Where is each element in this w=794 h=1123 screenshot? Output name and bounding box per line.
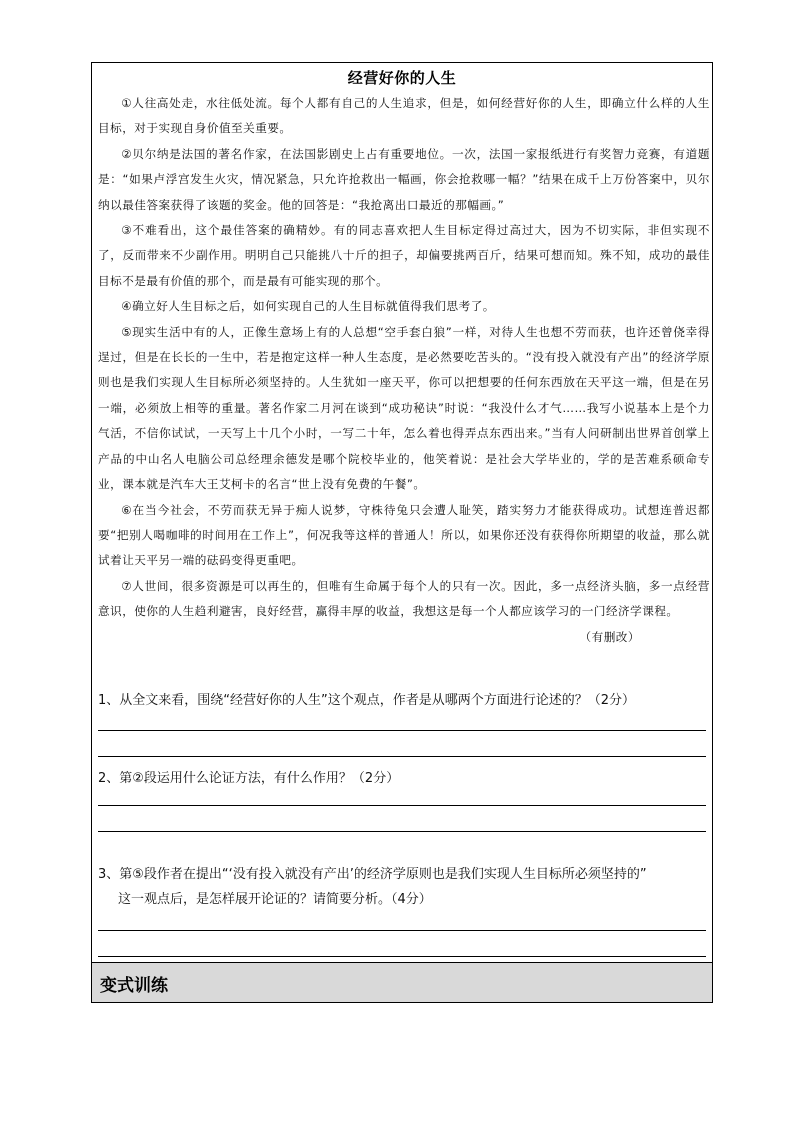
article-body bbox=[98, 91, 710, 650]
paragraph-2: ②贝尔纳是法国的著名作家，在法国影剧史上占有重要地位。一次，法国一家报纸进行有奖智力竞赛，有道题是：“如果卢浮宫发生火灾，情况紧急，只允许抢救出一幅画，你会抢救哪一幅？”结果在成千上万份答案中，贝尔纳以最佳答案获得了该题的奖金。他的回答是：“我抢离出口最近的那幅画。” bbox=[98, 146, 710, 212]
paragraph-7 bbox=[98, 574, 710, 644]
source-note: （有删改） bbox=[579, 629, 640, 644]
answer-line[interactable] bbox=[98, 730, 706, 731]
paragraph-6: ⑥在当今社会，不劳而获无异于痴人说梦，守株待兔只会遭人耻笑，踏实努力才能获得成功。试想连普迟都要“把别人喝咖啡的时间用在工作上”，何况我等这样的普通人！所以，如果你还没有获得你所期望的收益，那么就试着让天平另一端的砝码变得更重吧。 bbox=[98, 502, 710, 568]
question-3-line-1: 3、第⑤段作者在提出“‘没有投入就没有产出’的经济学原则也是我们实现人生目标所必须坚持的” bbox=[98, 867, 647, 882]
article-title: 经营好你的人生 bbox=[347, 69, 457, 87]
answer-line[interactable] bbox=[98, 956, 706, 957]
paragraph-7-text: ⑦人世间，很多资源是可以再生的，但唯有生命属于每个人的只有一次。因此，多一点经济头脑，多一点经营意识，使你的人生趋利避害，良好经营，赢得丰厚的收益，我想这是每一个人都应该学习的一门经济学课程。 bbox=[98, 578, 710, 619]
answer-line[interactable] bbox=[98, 805, 706, 806]
question-1: 1、从全文来看，围绕“经营好你的人生”这个观点，作者是从哪两个方面进行论述的？（2分） bbox=[98, 693, 636, 708]
variant-training-header bbox=[92, 962, 712, 1002]
answer-line[interactable] bbox=[98, 831, 706, 832]
question-3 bbox=[98, 863, 647, 907]
paragraph-5: ⑤现实生活中有的人，正像生意场上有的人总想“空手套白狼”一样，对待人生也想不劳而获，也许还曾侥幸得逞过，但是在长长的一生中，若是抱定这样一种人生态度，是必然要吃苦头的。“没有投入就没有产出”的经济学原则也是我们实现人生目标所必须坚持的。人生犹如一座天平，你可以把想要的任何东西放在天平这一端，但是在另一端，必须放上相等的重量。著名作家二月河在谈到“成功秘诀”时说：“我没什么才气……我写小说基本上是个力气活，不信你试试，一天写上十几个小时，一写二十年，怎么着也得弄点东西出来。”当有人问研制出世界首创掌上产品的中山名人电脑公司总经理余德发是哪个院校毕业的，他笑着说：是社会大学毕业的，学的是苦难系硕命专业，课本就是汽车大王艾柯卡的名言“世上没有免费的午餐”。 bbox=[98, 324, 710, 492]
variant-training-title: 变式训练 bbox=[100, 976, 168, 996]
paragraph-3: ③不难看出，这个最佳答案的确精妙。有的同志喜欢把人生目标定得过高过大，因为不切实际，非但实现不了，反而带来不少副作用。明明自己只能挑八十斤的担子，却偏要挑两百斤，结果可想而知。殊不知，成功的最佳目标不是最有价值的那个，而是最有可能实现的那个。 bbox=[98, 223, 710, 288]
answer-line[interactable] bbox=[98, 756, 706, 757]
answer-line[interactable] bbox=[98, 930, 706, 931]
paragraph-1: ①人往高处走，水往低处流。每个人都有自己的人生追求，但是，如何经营好你的人生，即确立什么样的人生目标，对于实现自身价值至关重要。 bbox=[98, 96, 710, 136]
question-3-line-2: 这一观点后，是怎样展开论证的？请简要分析。（4分） bbox=[118, 892, 432, 907]
question-2: 2、第②段运用什么论证方法，有什么作用？（2分） bbox=[98, 771, 400, 786]
worksheet-frame bbox=[91, 62, 713, 1003]
paragraph-4: ④确立好人生目标之后，如何实现自己的人生目标就值得我们思考了。 bbox=[121, 299, 495, 314]
